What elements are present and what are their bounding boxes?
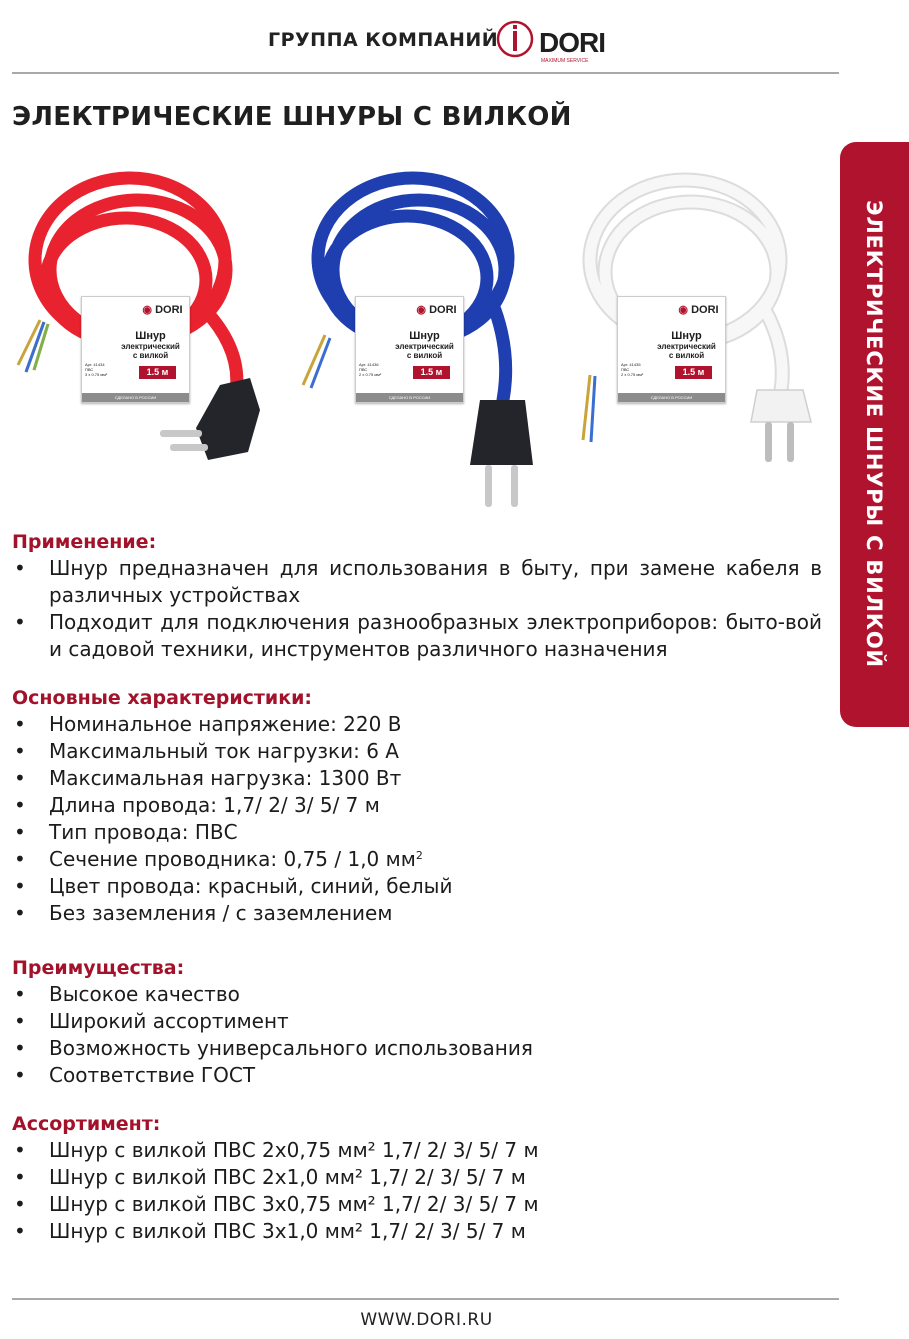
logo-text: DORI xyxy=(539,27,605,58)
label-length: 1.5 м xyxy=(413,366,450,379)
product-label-white xyxy=(617,296,726,403)
specs-section xyxy=(12,687,822,927)
list-item: • Шнур с вилкой ПВС 3х0,75 мм² 1,7/ 2/ 3/ 5/ 7 м xyxy=(12,1191,822,1218)
label-title: Шнур xyxy=(135,330,166,342)
group-label: ГРУППА КОМПАНИЙ xyxy=(268,29,499,51)
label-sub: электрический xyxy=(657,342,716,351)
list-item: • Широкий ассортимент xyxy=(12,1008,822,1035)
list-item: • Высокое качество xyxy=(12,981,822,1008)
application-section xyxy=(12,531,822,663)
footer-url[interactable]: WWW.DORI.RU xyxy=(360,1310,493,1330)
header-divider xyxy=(12,72,839,74)
list-item: • Возможность универсального использования xyxy=(12,1035,822,1062)
label-length: 1.5 м xyxy=(139,366,176,379)
list-item: • Шнур с вилкой ПВС 2х0,75 мм² 1,7/ 2/ 3/ 5/ 7 м xyxy=(12,1137,822,1164)
label-logo-icon: ◉ DORI xyxy=(142,304,183,316)
list-item: • Шнур с вилкой ПВС 3х1,0 мм² 1,7/ 2/ 3/ 5/ 7 м xyxy=(12,1218,822,1245)
list-item: • Шнур с вилкой ПВС 2х1,0 мм² 1,7/ 2/ 3/ 5/ 7 м xyxy=(12,1164,822,1191)
label-article: Арт. 41434 xyxy=(85,362,105,367)
list-item: • Номинальное напряжение: 220 В xyxy=(12,711,822,738)
label-logo-icon: ◉ DORI xyxy=(416,304,457,316)
specs-title: Основные характеристики: xyxy=(12,687,313,709)
label-article: Арт. 41436 xyxy=(359,362,379,367)
label-logo-icon: ◉ DORI xyxy=(678,304,719,316)
label-made-in: СДЕЛАНО В РОССИИ xyxy=(82,393,189,402)
label-article: Арт. 41435 xyxy=(621,362,641,367)
list-item: • Шнур предназначен для использования в быту, при замене кабеля в различных устройствах xyxy=(12,555,822,609)
application-title: Применение: xyxy=(12,531,157,553)
side-tab-label: ЭЛЕКТРИЧЕСКИЕ ШНУРЫ С ВИЛКОЙ xyxy=(862,200,886,668)
list-item: • Цвет провода: красный, синий, белый xyxy=(12,873,822,900)
list-item xyxy=(12,846,822,873)
product-label-red xyxy=(81,296,190,403)
label-title: Шнур xyxy=(671,330,702,342)
label-sub: с вилкой xyxy=(132,351,169,360)
label-spec: 2 х 0.75 мм² xyxy=(621,372,644,377)
product-label-blue xyxy=(355,296,464,403)
logo-tagline: MAXIMUM SERVICE xyxy=(541,58,589,64)
list-item: • Длина провода: 1,7/ 2/ 3/ 5/ 7 м xyxy=(12,792,822,819)
dori-logo xyxy=(495,18,615,64)
assortment-title: Ассортимент: xyxy=(12,1113,161,1135)
advantages-section xyxy=(12,957,822,1089)
list-item-text: Сечение проводника: 0,75 / 1,0 мм xyxy=(49,847,416,871)
list-item: • Соответствие ГОСТ xyxy=(12,1062,822,1089)
footer-divider xyxy=(12,1298,839,1300)
label-spec: 2 х 0.75 мм² xyxy=(359,372,382,377)
page-header xyxy=(0,16,839,66)
list-item: • Тип провода: ПВС xyxy=(12,819,822,846)
label-sub: с вилкой xyxy=(668,351,705,360)
advantages-title: Преимущества: xyxy=(12,957,185,979)
label-spec: 3 х 0.75 мм² xyxy=(85,372,108,377)
label-spec: ПВС xyxy=(621,367,630,372)
label-length: 1.5 м xyxy=(675,366,712,379)
list-item: • Максимальный ток нагрузки: 6 А xyxy=(12,738,822,765)
assortment-section xyxy=(12,1113,822,1245)
label-sub: электрический xyxy=(395,342,454,351)
list-item: • Максимальная нагрузка: 1300 Вт xyxy=(12,765,822,792)
label-sub: с вилкой xyxy=(406,351,443,360)
label-spec: ПВС xyxy=(359,367,368,372)
label-sub: электрический xyxy=(121,342,180,351)
label-spec: ПВС xyxy=(85,367,94,372)
superscript: 2 xyxy=(415,849,423,862)
label-made-in: СДЕЛАНО В РОССИИ xyxy=(356,393,463,402)
list-item: • Подходит для подключения разнообразных электроприборов: быто-вой и садовой техники, инструментов различного назначения xyxy=(12,609,822,663)
label-title: Шнур xyxy=(409,330,440,342)
list-item: • Без заземления / с заземлением xyxy=(12,900,822,927)
page-title: ЭЛЕКТРИЧЕСКИЕ ШНУРЫ С ВИЛКОЙ xyxy=(12,102,572,132)
product-images xyxy=(10,160,820,520)
label-made-in: СДЕЛАНО В РОССИИ xyxy=(618,393,725,402)
